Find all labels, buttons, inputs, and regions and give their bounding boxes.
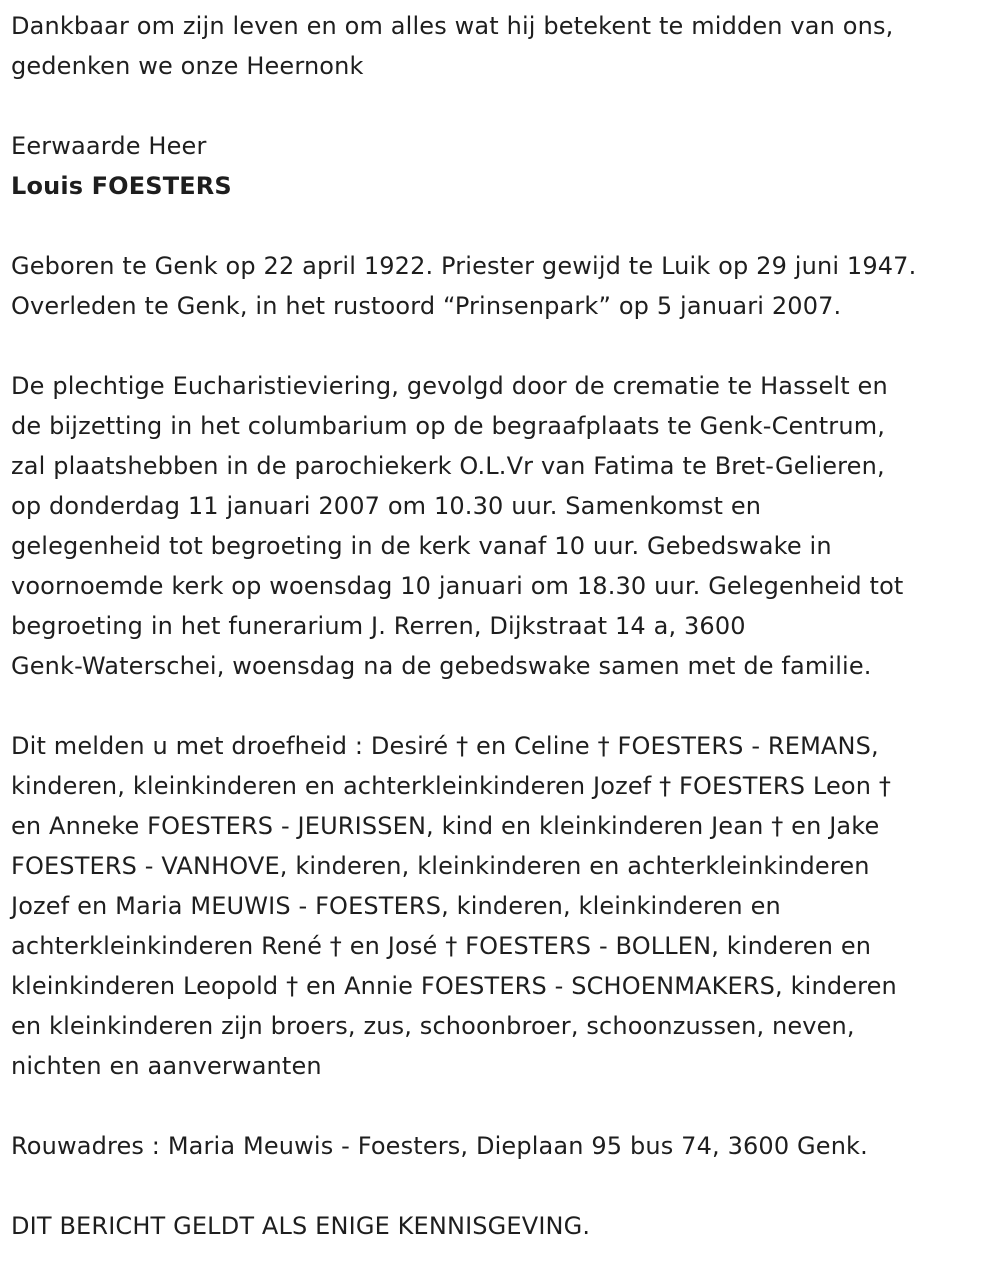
mourning-address: Rouwadres : Maria Meuwis - Foesters, Dieplaan 95 bus 74, 3600 Genk. [11,1132,868,1160]
notice-text: DIT BERICHT GELDT ALS ENIGE KENNISGEVING. [11,1212,591,1240]
birth-death-text: Geboren te Genk op 22 april 1922. Priester gewijd te Luik op 29 juni 1947. Overleden te Genk, in het rustoord “Prinsenpark” op 5 januari 2007. [11,252,917,320]
family-text: Dit melden u met droefheid : Desiré † en Celine † FOESTERS - REMANS, kinderen, kleinkinderen en achterkleinkinderen Jozef † FOESTERS Leon † en Anneke FOESTERS - JEURISSEN, kind en kleinkinderen Jean † en Jake FOESTERS - VANHOVE, kinderen, kleinkinderen en achterkleinkinderen Jozef en Maria MEUWIS - FOESTERS, kinderen, kleinkinderen en achterkleinkinderen René † en José † FOESTERS - BOLLEN, kinderen en kleinkinderen Leopold † en Annie FOESTERS - SCHOENMAKERS, kinderen en kleinkinderen zijn broers, zus, schoonbroer, schoonzussen, neven, nichten en aanverwanten [11,732,897,1080]
spacer [11,1086,996,1126]
spacer [11,326,996,366]
spacer [11,686,996,726]
spacer [11,1166,996,1206]
ceremony-text: De plechtige Eucharistieviering, gevolgd door de crematie te Hasselt en de bijzetting in het columbarium op de begraafplaats te Genk-Centrum, zal plaatshebben in de parochiekerk O.L.Vr van Fatima te Bret-Gelieren, op donderdag 11 januari 2007 om 10.30 uur. Samenkomst en gelegenheid tot begroeting in de kerk vanaf 10 uur. Gebedswake in voornoemde kerk op woensdag 10 januari om 18.30 uur. Gelegenheid tot begroeting in het funerarium J. Rerren, Dijkstraat 14 a, 3600 Genk-Waterschei, woensdag na de gebedswake samen met de familie. [11,372,904,680]
intro-text: Dankbaar om zijn leven en om alles wat hij betekent te midden van ons, gedenken we onze Heernonk [11,12,894,80]
spacer [11,206,996,246]
spacer [11,86,996,126]
honorific: Eerwaarde Heer [11,132,207,160]
obituary-document [11,6,996,1246]
deceased-name: Louis FOESTERS [11,172,232,200]
